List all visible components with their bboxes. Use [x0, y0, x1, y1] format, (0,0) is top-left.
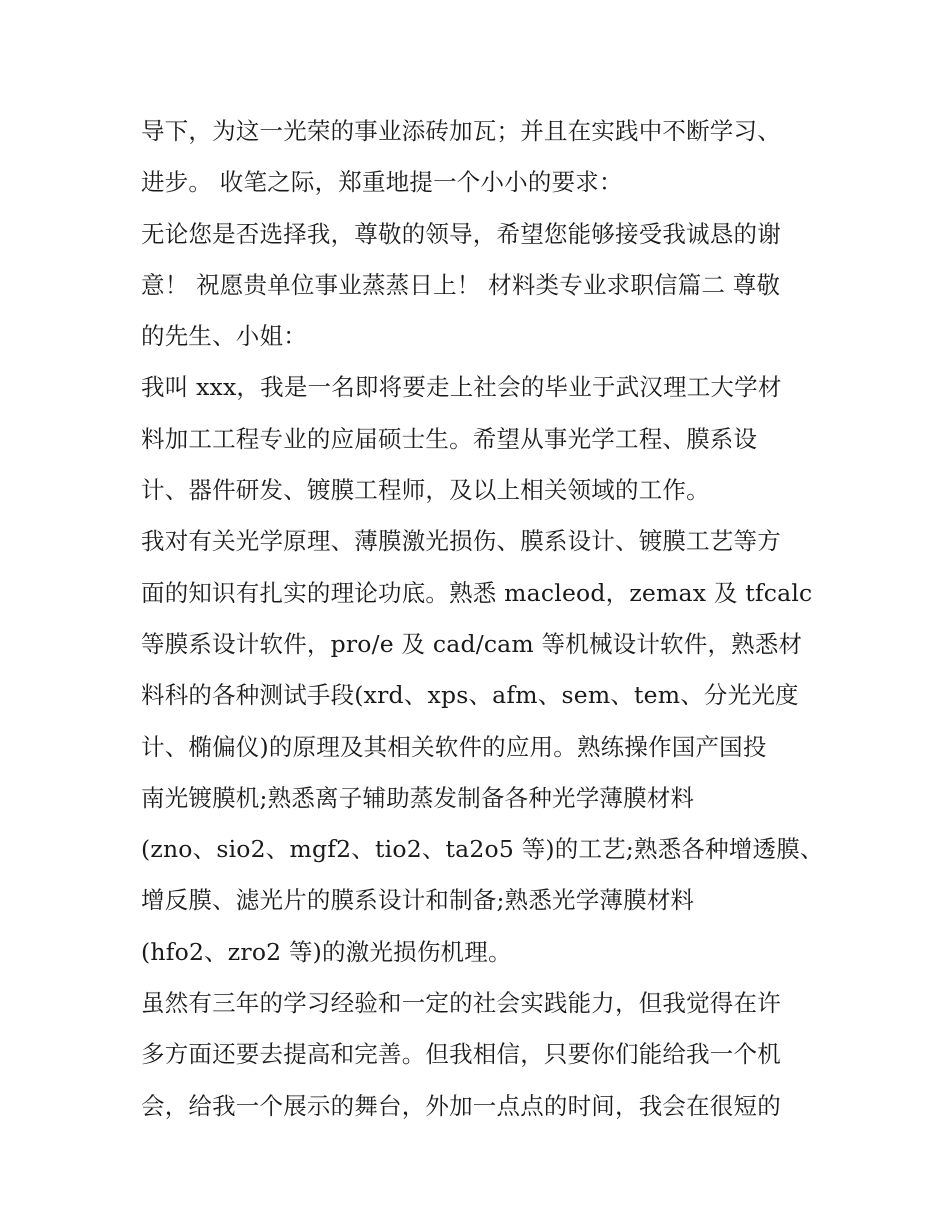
- text-line: 导下，为这一光荣的事业添砖加瓦；并且在实践中不断学习、: [141, 117, 781, 145]
- text-line: 虽然有三年的学习经验和一定的社会实践能力，但我觉得在许: [141, 989, 781, 1018]
- text-line: 计、椭偏仪)的原理及其相关软件的应用。熟练操作国产国投: [141, 732, 767, 761]
- letter-body: [141, 106, 831, 1132]
- text-line: 我叫 xxx，我是一名即将要走上社会的毕业于武汉理工大学材: [141, 373, 782, 402]
- text-line: 增反膜、滤光片的膜系设计和制备;熟悉光学薄膜材料: [141, 886, 695, 915]
- text-line: 等膜系设计软件，pro/e 及 cad/cam 等机械设计软件，熟悉材: [141, 629, 803, 658]
- text-line: 料加工工程专业的应届硕士生。希望从事光学工程、膜系设: [141, 424, 758, 453]
- text-line: 料科的各种测试手段(xrd、xps、afm、sem、tem、分光光度: [141, 681, 799, 710]
- text-line: 多方面还要去提高和完善。但我相信，只要你们能给我一个机: [141, 1040, 781, 1069]
- text-line: 面的知识有扎实的理论功底。熟悉 macleod，zemax 及 tfcalc: [141, 578, 813, 607]
- text-line: 意！ 祝愿贵单位事业蒸蒸日上！ 材料类专业求职信篇二 尊敬: [141, 270, 781, 299]
- text-line: (zno、sio2、mgf2、tio2、ta2o5 等)的工艺;熟悉各种增透膜、: [141, 835, 824, 864]
- text-line: 计、器件研发、镀膜工程师，及以上相关领域的工作。: [141, 476, 710, 505]
- text-line: 南光镀膜机;熟悉离子辅助蒸发制备各种光学薄膜材料: [141, 783, 695, 812]
- text-line: 进步。 收笔之际，郑重地提一个小小的要求：: [141, 168, 623, 197]
- text-line: 的先生、小姐：: [141, 322, 307, 351]
- text-line: (hfo2、zro2 等)的激光损伤机理。: [141, 937, 512, 966]
- text-line: 会，给我一个展示的舞台，外加一点点的时间，我会在很短的: [141, 1091, 781, 1120]
- text-line: 无论您是否选择我，尊敬的领导，希望您能够接受我诚恳的谢: [141, 219, 781, 248]
- text-line: 我对有关光学原理、薄膜激光损伤、膜系设计、镀膜工艺等方: [141, 527, 781, 556]
